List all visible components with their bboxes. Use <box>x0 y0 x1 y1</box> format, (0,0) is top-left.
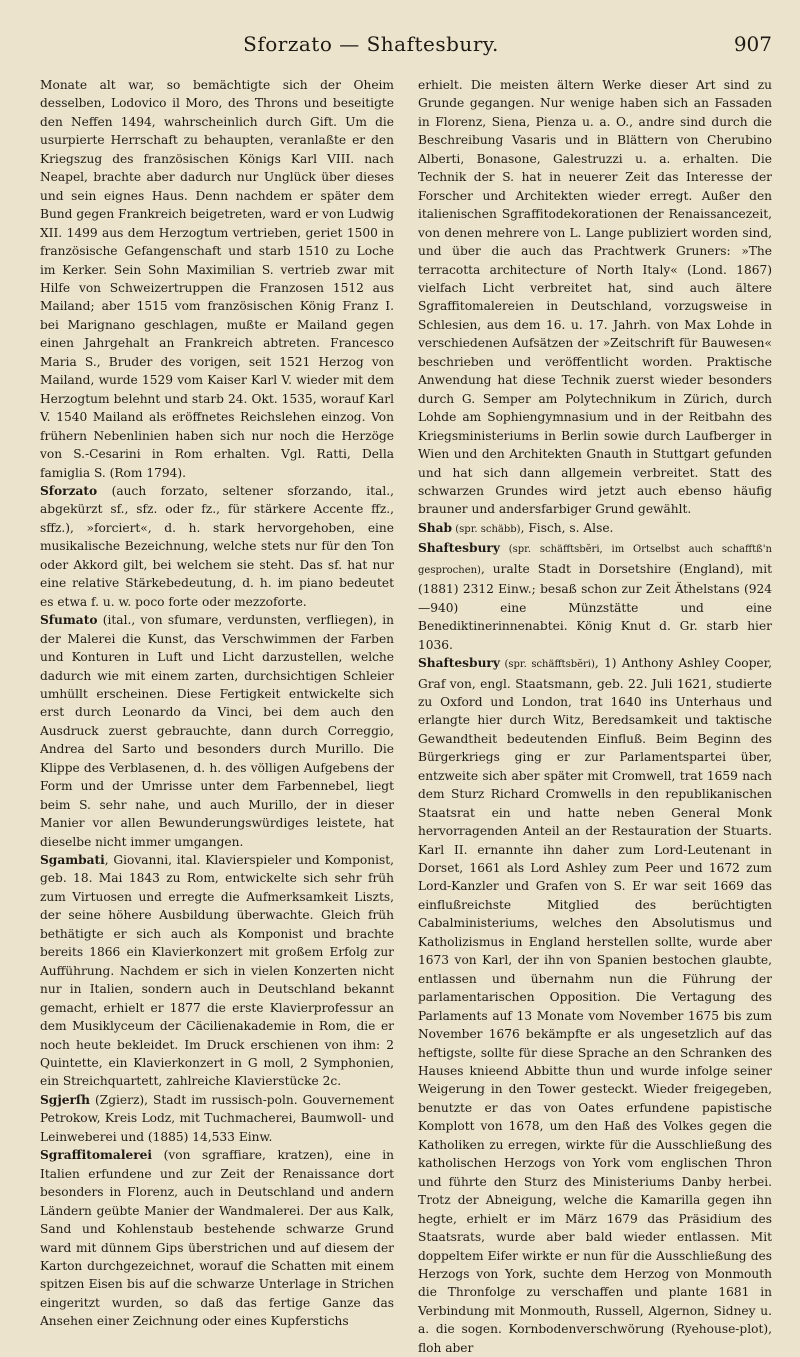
pronunciation: (spr. schäfftsbĕri) <box>499 659 595 671</box>
headword: Sgjerſh <box>40 1092 91 1107</box>
pronunciation: (spr. schäbb) <box>452 523 521 535</box>
continuation-text: Monate alt war, so bemächtigte sich der Oheim desselben, Lodovico il Moro, des Throns und beseitigte den Neffen 1494, wahrscheinlich durch Gift. Um die usurpierte Herrschaft zu behaupten, veranlaßte er den Kriegszug des französischen Königs Karl VIII. nach Neapel, brachte aber dadurch nur Unglück über dieses und sein eignes Haus. Denn nachdem er später dem Bund gegen Frankreich beigetreten, ward er von Ludwig XII. 1499 aus dem Herzogtum vertrieben, geriet 1500 in französische Gefangenschaft und starb 1510 zu Loche im Kerker. Sein Sohn Maximilian S. vertrieb zwar mit Hilfe von Schweizertruppen die Franzosen 1512 aus Mailand; aber 1515 vom französischen König Franz I. bei Marignano geschlagen, mußte er Mailand gegen einen Jahrgehalt an Frankreich abtreten. Francesco Maria S., Bruder des vorigen, seit 1521 Herzog von Mailand, wurde 1529 vom Kaiser Karl V. wieder mit dem Herzogtum belehnt und starb 24. Okt. 1535, worauf Karl V. 1540 Mailand als eröffnetes Reichslehen einzog. Von frühern Nebenlinien haben sich nur noch die Herzöge von S.-Cesarini in Rom erhalten. Vgl. Ratti, Della famiglia S. (Rom 1794). <box>40 78 394 480</box>
headword: Shab <box>418 520 453 535</box>
headword: Sfumato <box>40 613 98 628</box>
entry-text: (von sgraffiare, kratzen), eine in Italien erfundene und zur Zeit der Renaissance dort besonders in Florenz, auch in Deutschland und andern Ländern geübte Manier der Wandmalerei. Der aus Kalk, Sand und Kohlenstaub bestehende schwarze Grund ward mit dünnem Gips überstrichen und auf diesem der Karton durchgezeichnet, worauf die Schatten mit einem spitzen Eisen bis auf die schwarze Unterlage in Strichen eingeritzt wurden, so daß das fertige Ganze das Ansehen einer Zeichnung oder eines Kupferstichs <box>40 1148 394 1329</box>
right-column <box>418 76 773 1355</box>
headword: Shaftesbury <box>418 656 500 671</box>
headword: Sgambati <box>40 853 105 868</box>
headword: Sforzato <box>40 483 98 498</box>
entry-shaftesbury-person <box>418 654 772 1357</box>
headword: Sgraffitomalerei <box>40 1148 153 1163</box>
entry-text: (ital., von sfumare, verdunsten, verfliegen), in der Malerei die Kunst, das Verschwimmen der Farben und Konturen in Luft und Licht darzustellen, welche dadurch wie mit einem zarten, durchsichtigen Schleier umhüllt erscheinen. Diese Fertigkeit entwickelte sich erst durch Leonardo da Vinci, bei dem auch den Ausdruck zuerst gebrauchte, dann durch Correggio, Andrea del Sarto und besonders durch Murillo. Die Klippe des Verblasenen, d. h. des völligen Aufgebens der Form und der Umrisse unter dem Farbennebel, liegt beim S. sehr nahe, und auch Murillo, der in dieser Manier vor allen Bewunderungswürdiges leistete, hat dieselbe nicht immer umgangen. <box>40 613 394 849</box>
page-header <box>40 32 772 62</box>
entry-shaftesbury-town <box>418 539 772 654</box>
headword: Shaftesbury <box>418 541 500 556</box>
page-number: 907 <box>733 32 772 56</box>
entry-text: , Giovanni, ital. Klavierspieler und Komponist, geb. 18. Mai 1843 zu Rom, entwickelte sich sehr früh zum Virtuosen und erregte die Aufmerksamkeit Liszts, der seine höhere Ausbildung überwachte. Gleich früh bethätigte er sich auch als Komponist und brachte bereits 1866 ein Klavierkonzert mit großem Erfolg zur Aufführung. Nachdem er sich in vielen Konzerten nicht nur in Italien, sondern auch in Deutschland bekannt gemacht, erhielt er 1877 die erste Klavierprofessur an dem Musiklyceum der Cäcilienakademie in Rom, die er noch heute bekleidet. Im Druck erschienen von ihm: 2 Quintette, ein Klavierkonzert in G moll, 2 Symphonien, ein Streichquartett, zahlreiche Klavierstücke 2c. <box>40 853 394 1089</box>
entry-text: , 1) Anthony Ashley Cooper, Graf von, engl. Staatsmann, geb. 22. Juli 1621, studierte zu Oxford und London, trat 1640 ins Unterhaus und erlangte hier durch Witz, Beredsamkeit und taktische Gewandtheit bedeutenden Einfluß. Beim Beginn des Bürgerkriegs ging er zur Parlamentspartei über, entzweite sich aber später mit Cromwell, trat 1659 nach dem Sturz Richard Cromwells in den republikanischen Staatsrat ein und hatte neben General Monk hervorragenden Anteil an der Restauration der Stuarts. Karl II. ernannte ihn daher zum Lord-Leutenant in Dorset, 1661 als Lord Ashley zum Peer und 1672 zum Lord-Kanzler und Grafen von S. Er war seit 1669 das einflußreichste Mitglied des berüchtigten Cabalministeriums, welches den Absolutismus und Katholizismus in England herstellen sollte, wurde aber 1673 von Karl, der ihn von Spanien bestochen glaubte, entlassen und übernahm nun die Führung der parlamentarischen Opposition. Die Vertagung des Parlaments auf 13 Monate vom November 1675 bis zum November 1676 bekämpfte er als ungesetzlich auf das heftigste, sollte für diese Sprache an den Schranken des Hauses knieend Abbitte thun und wurde infolge seiner Weigerung in den Tower gesteckt. Wieder freigegeben, benutzte er das von Oates erfundene papistische Komplott von 1678, um den Haß des Volkes gegen die Katholiken zu erregen, wirkte für die Ausschließung des katholischen Herzogs von York vom englischen Thron und führte den Sturz des Ministeriums Danby herbei. Trotz der Abneigung, welche die Kamarilla gegen ihn hegte, erhielt er im März 1679 das Präsidium des Staatsrats, wurde aber bald wieder entlassen. Mit doppeltem Eifer wirkte er nun für die Ausschließung des Herzogs von York, suchte dem Herzog von Monmouth die Thronfolge zu verschaffen und plante 1681 in Verbindung mit Monmouth, Russell, Algernon, Sidney u. a. die sogen. Kornbodenverschwörung (Ryehouse-plot), floh aber <box>418 656 773 1355</box>
entry-text: , Fisch, s. Alse. <box>520 520 614 535</box>
running-head: Sforzato — Shaftesbury. <box>243 32 499 56</box>
pronunciation: (spr. schäfftsbĕri, im Ortselbst auch schafftß'n gesprochen) <box>418 544 772 576</box>
entry-sgraffitomalerei <box>40 1146 394 1331</box>
entry-text: (Zgierz), Stadt im russisch-poln. Gouvernement Petrokow, Kreis Lodz, mit Tuchmacherei, Baumwoll- und Leinweberei und (1885) 14,533 Einw. <box>40 1092 394 1144</box>
entry-shab <box>418 519 772 539</box>
entry-sfumato <box>40 611 394 851</box>
entry-sgambati <box>40 851 394 1091</box>
entry-text: , uralte Stadt in Dorsetshire (England), mit (1881) 2312 Einw.; besaß schon zur Zeit Äthelstans (924—940) eine Münzstätte und eine Benediktinerinnenabtei. König Knut d. Gr. starb hier 1036. <box>418 561 772 652</box>
continuation-text: erhielt. Die meisten ältern Werke dieser Art sind zu Grunde gegangen. Nur wenige haben sich an Fassaden in Florenz, Siena, Pienza u. a. O., andre sind durch die Beschreibung Vasaris und in Blättern von Cherubino Alberti, Bonasone, Galestruzzi u. a. erhalten. Die Technik der S. hat in neuerer Zeit das Interesse der Forscher und Architekten wieder erregt. Außer den italienischen Sgraffitodekorationen der Renaissancezeit, von denen mehrere von L. Lange publiziert worden sind, und über die auch das Prachtwerk Gruners: »The terracotta architecture of North Italy« (Lond. 1867) vielfach Licht verbreitet hat, sind auch ältere Sgraffitomalereien in Deutschland, vorzugsweise in Schlesien, aus dem 16. u. 17. Jahrh. von Max Lohde in verschiedenen Aufsätzen der »Zeitschrift für Bauwesen« beschrieben und veröffentlicht worden. Praktische Anwendung hat diese Technik zuerst wieder besonders durch G. Semper am Polytechnikum in Zürich, durch Lohde am Sophiengymnasium und in der Reitbahn des Kriegsministeriums in Berlin sowie durch Laufberger in Wien und den Architekten Gnauth in Stuttgart gefunden und hat sich dann allgemein verbreitet. Statt des schwarzen Grundes wird jetzt auch ebenso häufig brauner und andersfarbiger Grund gewählt. <box>418 78 772 517</box>
left-column <box>40 76 394 1329</box>
entry-text: (auch forzato, seltener sforzando, ital., abgekürzt sf., sfz. oder fz., für stärkere Accente ffz., sffz.), »forciert«, d. h. stark hervorgehoben, eine musikalische Bezeichnung, welche stets nur für den Ton oder Akkord gilt, bei welchem sie steht. Das sf. hat nur eine relative Stärkebedeutung, d. h. im piano bedeutet es etwa f. u. w. poco forte oder mezzoforte. <box>40 483 394 609</box>
entry-sforzato <box>40 482 394 611</box>
entry-sgjersh <box>40 1091 394 1146</box>
